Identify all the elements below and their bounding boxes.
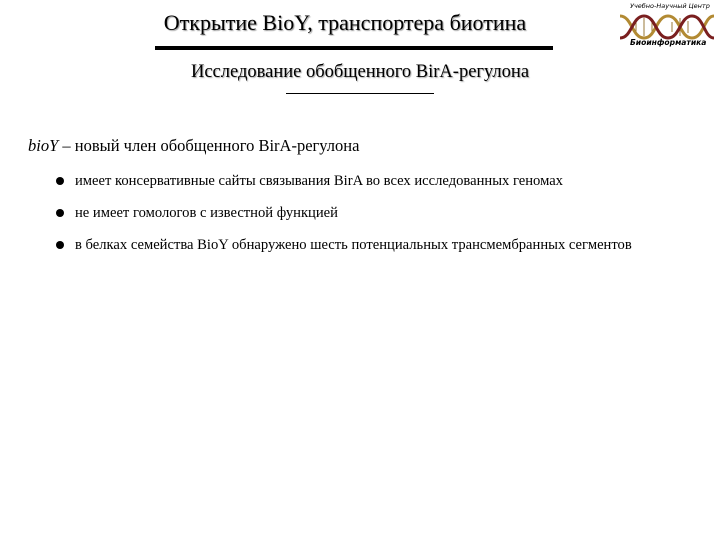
bullet-list (0, 171, 720, 267)
slide-title: Открытие BioY, транспортера биотина (163, 10, 527, 35)
lead-gene-name: bioY (28, 136, 59, 155)
lead-text: – новый член обобщенного BirA-регулона (58, 136, 360, 155)
bullet-dot-icon (56, 241, 64, 249)
bullet-text: имеет консервативные сайты связывания BirA во всех исследованных геномах (75, 173, 563, 189)
title-underline (155, 46, 553, 50)
bullet-dot-icon (56, 209, 64, 217)
subtitle-underline (286, 93, 434, 94)
bullet-text: не имеет гомологов с известной функцией (75, 205, 338, 221)
slide-subtitle: Исследование обобщенного BirA-регулона (190, 62, 530, 82)
logo-caption-top: Учебно-Научный Центр (630, 2, 710, 10)
logo-caption-bottom: Биоинформатика (630, 38, 707, 47)
bullet-item (0, 235, 695, 255)
bullet-item (0, 171, 695, 191)
bullet-item (0, 203, 695, 223)
lead-line (28, 136, 359, 156)
bullet-text: в белках семейства BioY обнаружено шесть потенциальных трансмембранных сегментов (75, 237, 632, 253)
bullet-dot-icon (56, 177, 64, 185)
